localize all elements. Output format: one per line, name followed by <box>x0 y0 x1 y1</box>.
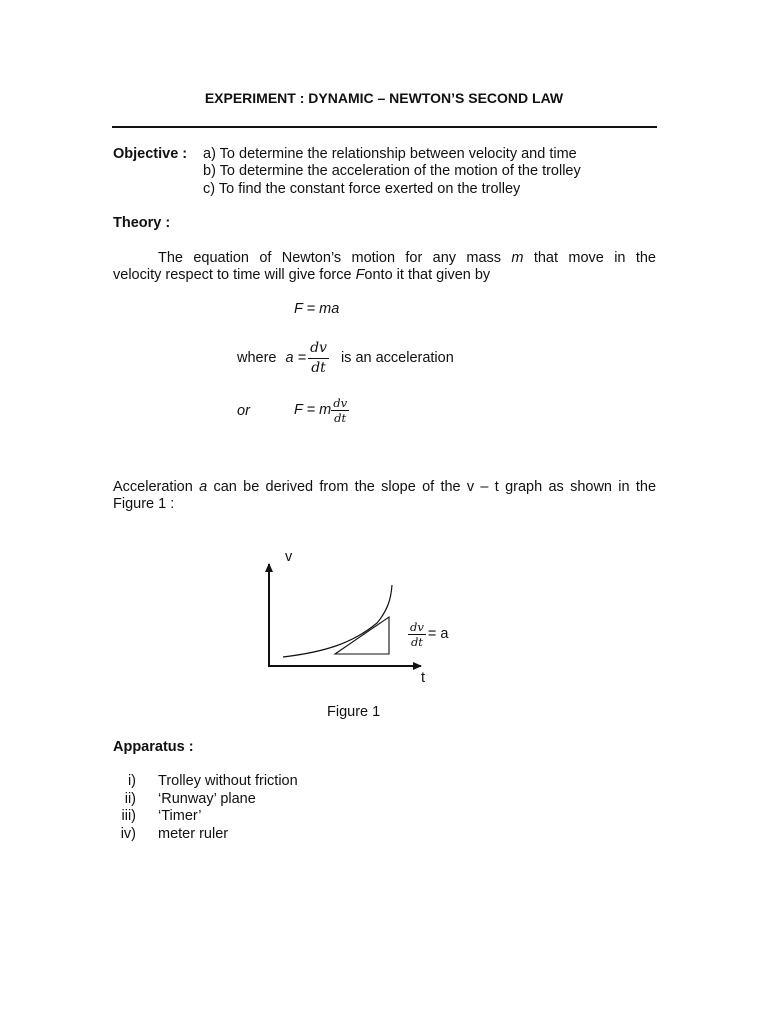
f-equals-m: F = m <box>294 401 332 418</box>
dv-dt-fraction <box>308 339 329 378</box>
title-divider <box>112 126 657 128</box>
fraction-denominator: dt <box>334 410 347 425</box>
apparatus-label: Apparatus : <box>113 739 194 755</box>
fraction-numerator: dv <box>410 619 424 634</box>
fraction-numerator: dv <box>333 395 348 410</box>
theory-paragraph-line1 <box>113 250 656 267</box>
slope-text-a: Acceleration <box>113 479 193 495</box>
x-axis-label: t <box>421 670 426 686</box>
theory-label: Theory : <box>113 215 171 231</box>
list-item <box>112 808 612 826</box>
a-equals: a = <box>285 349 307 366</box>
theory-paragraph-line2 <box>113 267 490 284</box>
fraction-denominator: dt <box>410 634 423 649</box>
equation-acceleration <box>237 338 454 378</box>
where-label: where <box>237 349 277 366</box>
acceleration-label: is an acceleration <box>340 349 454 366</box>
theory-line1-text-b: that move in the <box>533 250 656 266</box>
fraction-denominator: dt <box>311 359 326 376</box>
list-number: iii) <box>121 808 136 824</box>
equation-f-ma: F = ma <box>294 301 340 317</box>
list-item <box>112 791 612 809</box>
list-item <box>112 826 612 844</box>
list-text: Trolley without friction <box>158 773 298 789</box>
slope-paragraph-line2: Figure 1 : <box>113 496 175 512</box>
figure-caption: Figure 1 <box>327 704 381 720</box>
objective-label: Objective : <box>113 146 188 162</box>
y-axis-label: v <box>285 549 293 565</box>
objective-item-a: a) To determine the relationship between velocity and time <box>203 146 577 162</box>
list-number: ii) <box>124 790 136 807</box>
list-text: meter ruler <box>158 825 229 842</box>
list-item <box>112 773 612 791</box>
list-text: ‘Runway’ plane <box>158 790 256 807</box>
list-number: iv) <box>120 825 136 842</box>
equation-f-m-dvdt <box>294 392 349 428</box>
fraction-numerator: dv <box>308 339 329 359</box>
mass-symbol: m <box>511 250 524 266</box>
slope-triangle <box>335 617 389 654</box>
or-label: or <box>237 403 250 419</box>
slope-paragraph-line1 <box>113 479 656 496</box>
slope-text-b: can be derived from the slope of the v – t graph as shown in the <box>213 479 657 495</box>
objective-item-c: c) To find the constant force exerted on the trolley <box>203 181 521 197</box>
force-symbol: F <box>355 267 365 283</box>
slope-annotation <box>408 616 448 652</box>
theory-line2-text-a: velocity respect to time will give force <box>113 267 352 283</box>
annotation-fraction <box>408 620 426 649</box>
theory-line2-text-b: onto it that given by <box>364 267 491 283</box>
velocity-curve <box>283 585 392 657</box>
annotation-equals-a: = a <box>427 625 449 642</box>
apparatus-list <box>112 773 612 843</box>
objective-item-b: b) To determine the acceleration of the motion of the trolley <box>203 163 581 179</box>
acceleration-symbol: a <box>199 479 208 495</box>
page-title: EXPERIMENT : DYNAMIC – NEWTON’S SECOND LAW <box>204 90 564 106</box>
dv-dt-fraction-small <box>331 396 349 425</box>
list-text: ‘Timer’ <box>158 808 202 824</box>
theory-line1-text-a: The equation of Newton’s motion for any mass <box>158 250 502 266</box>
list-number: i) <box>127 773 136 789</box>
